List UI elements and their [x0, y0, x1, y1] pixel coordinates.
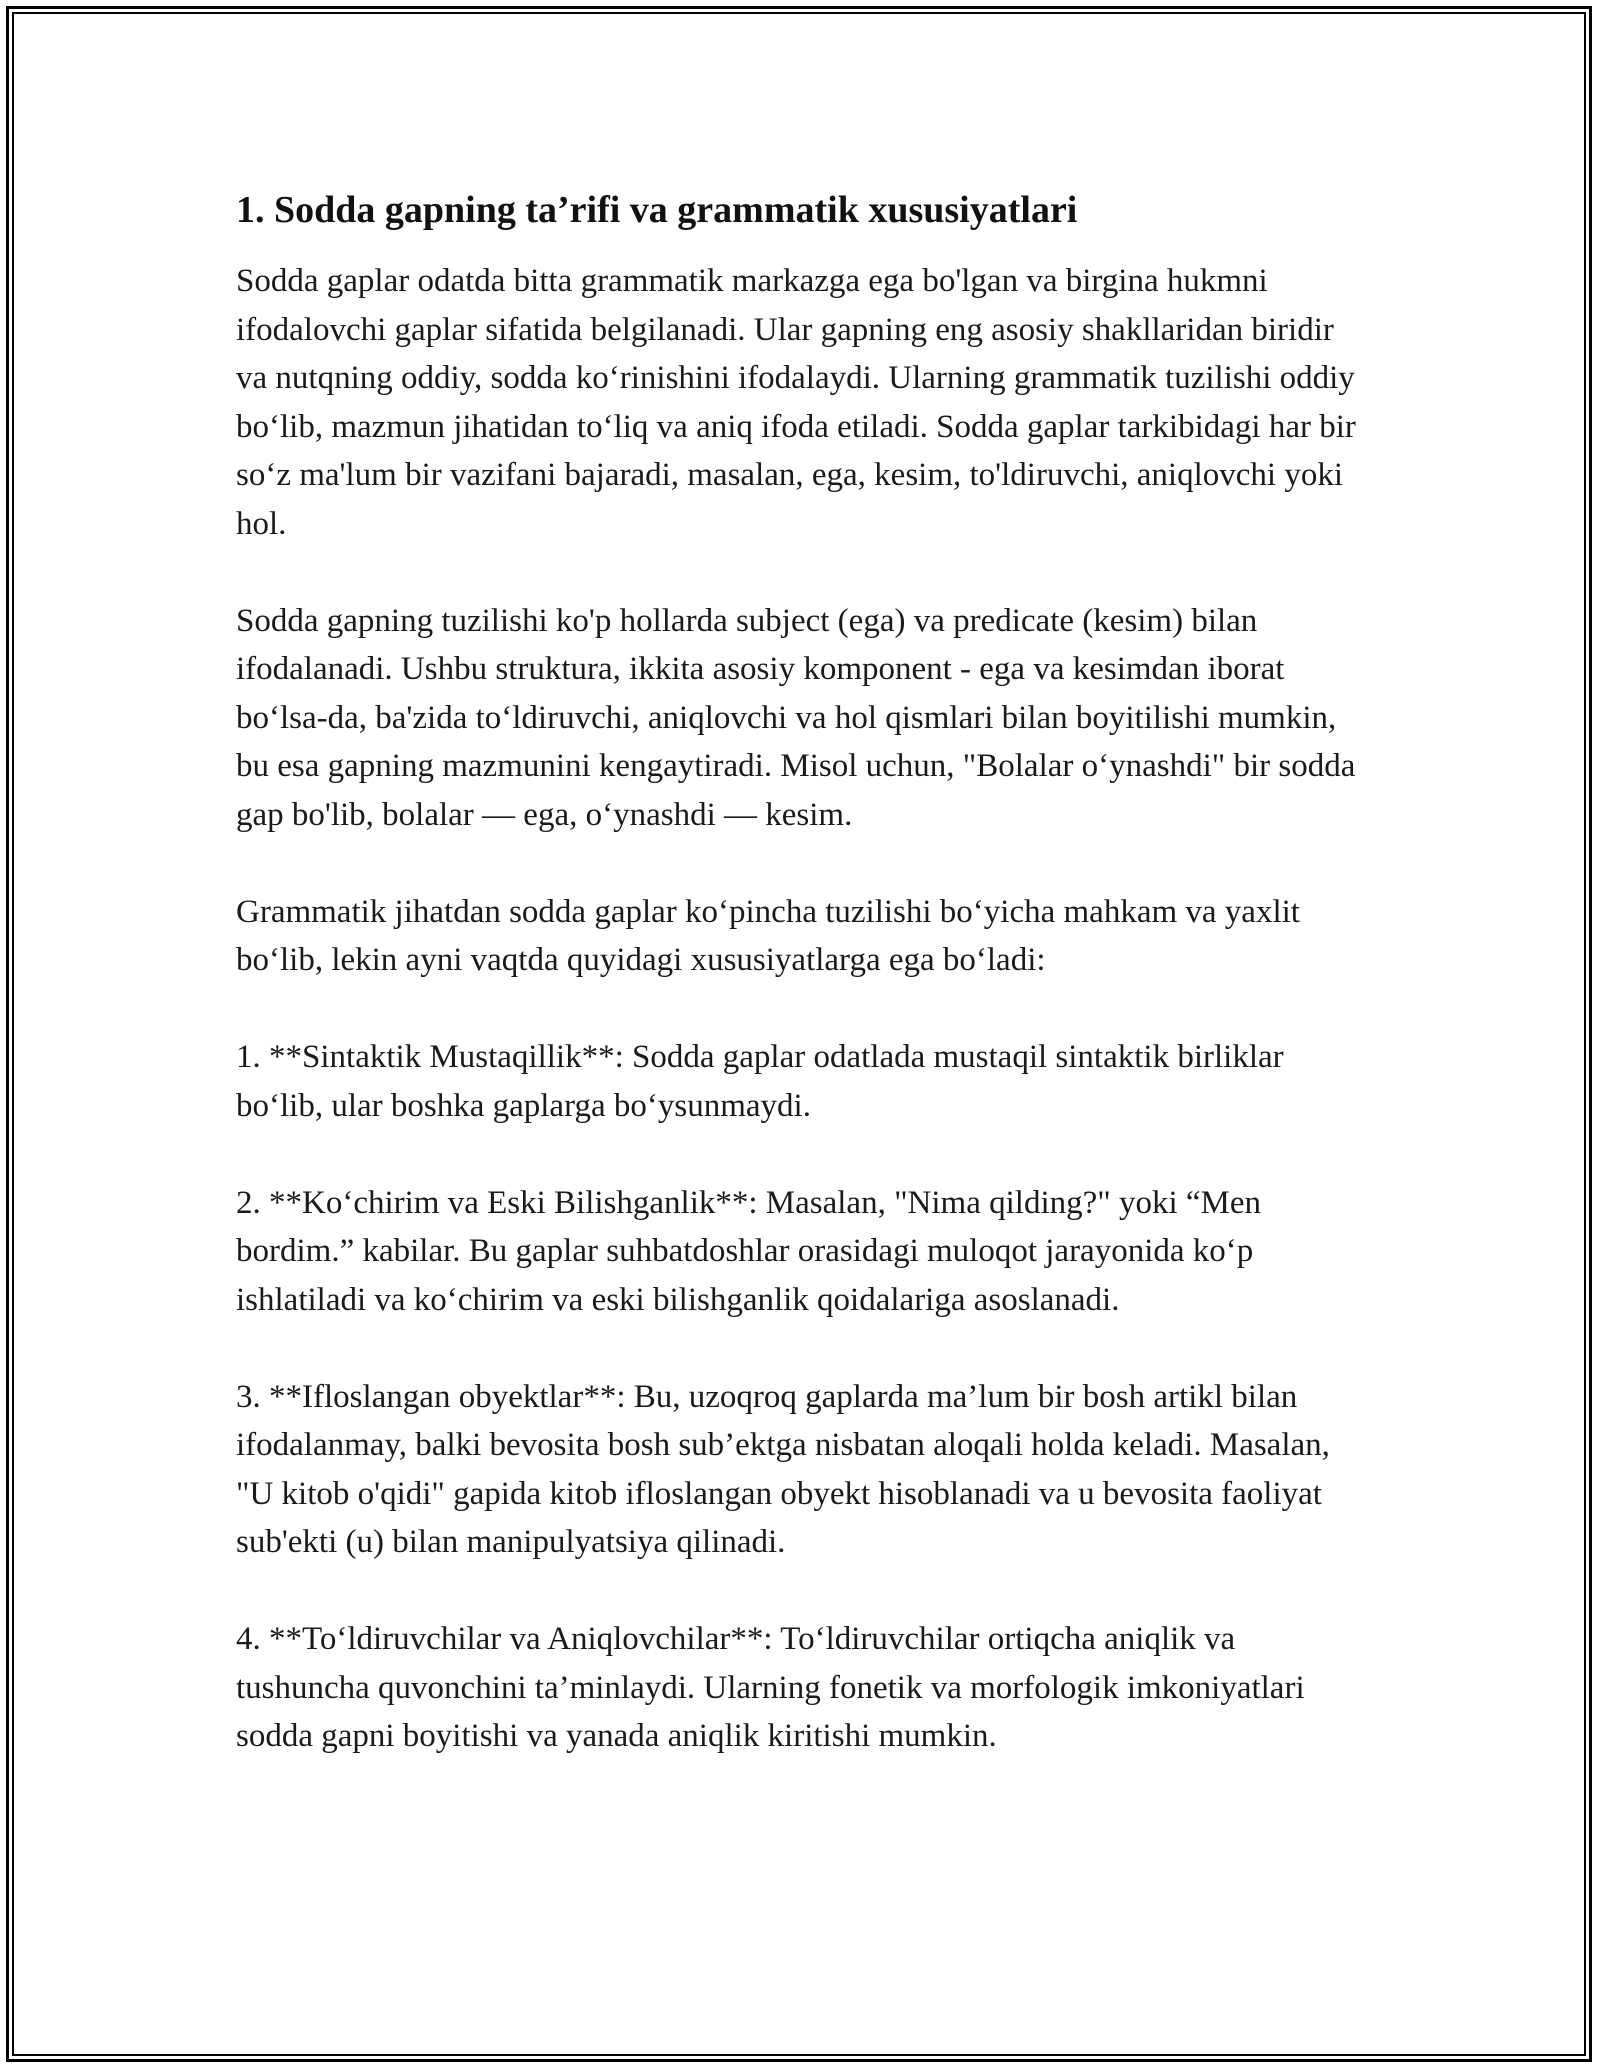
document-body [236, 185, 1366, 1809]
paragraph-features-intro: Grammatik jihatdan sodda gaplar ko‘pincha tuzilishi bo‘yicha mahkam va yaxlit bo‘lib, lekin ayni vaqtda quyidagi xususiyatlarga ega bo‘ladi: [236, 893, 1300, 978]
list-item-2: 2. **Ko‘chirim va Eski Bilishganlik**: Masalan, "Nima qilding?" yoki “Men bordim.” kabilar. Bu gaplar suhbatdoshlar orasidagi muloqot jarayonida ko‘p ishlatiladi va ko‘chirim va eski bilishganlik qoidalariga asoslanadi. [236, 1184, 1262, 1318]
list-item-3: 3. **Ifloslangan obyektlar**: Bu, uzoqroq gaplarda ma’lum bir bosh artikl bilan ifodalanmay, balki bevosita bosh sub’ektga nisbatan aloqali holda keladi. Masalan, "U kitob o'qidi" gapida kitob ifloslangan obyekt hisoblanadi va u bevosita faoliyat sub'ekti (u) bilan manipulyatsiya qilinadi. [236, 1378, 1330, 1560]
list-item-1: 1. **Sintaktik Mustaqillik**: Sodda gaplar odatlada mustaqil sintaktik birliklar bo‘lib, ular boshka gaplarga bo‘ysunmaydi. [236, 1039, 1284, 1124]
list-item-4: 4. **To‘ldiruvchilar va Aniqlovchilar**: To‘ldiruvchilar ortiqcha aniqlik va tushuncha quvonchini ta’minlaydi. Ularning fonetik va morfologik imkoniyatlari sodda gapni boyitishi va yanada aniqlik kiritishi mumkin. [236, 1621, 1305, 1754]
paragraph-definition: Sodda gaplar odatda bitta grammatik markazga ega bo'lgan va birgina hukmni ifodalovchi gaplar sifatida belgilanadi. Ular gapning eng asosiy shakllaridan biridir va nutqning oddiy, sodda ko‘rinishini ifodalaydi. Ularning grammatik tuzilishi oddiy bo‘lib, mazmun jihatidan to‘liq va aniq ifoda etiladi. Sodda gaplar tarkibidagi har bir so‘z ma'lum bir vazifani bajaradi, masalan, ega, kesim, to'ldiruvchi, aniqlovchi yoki hol. [236, 263, 1356, 542]
section-heading: 1. Sodda gapning ta’rifi va grammatik xususiyatlari [236, 189, 1078, 231]
paragraph-structure: Sodda gapning tuzilishi ko'p hollarda subject (ega) va predicate (kesim) bilan ifodalanadi. Ushbu struktura, ikkita asosiy komponent - ega va kesimdan iborat bo‘lsa-da, ba'zida to‘ldiruvchi, aniqlovchi va hol qismlari bilan boyitilishi mumkin, bu esa gapning mazmunini kengaytiradi. Misol uchun, "Bolalar o‘ynashdi" bir sodda gap bo'lib, bolalar — ega, o‘ynashdi — kesim. [236, 602, 1356, 833]
